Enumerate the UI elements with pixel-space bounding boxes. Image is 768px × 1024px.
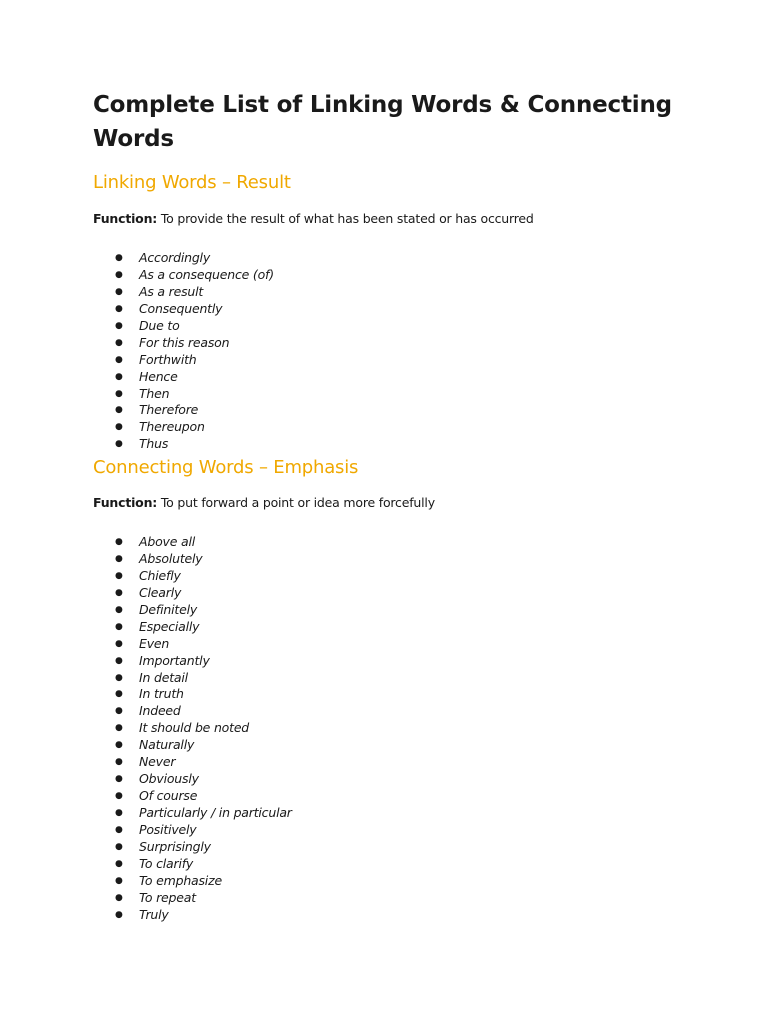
list-item xyxy=(93,419,274,436)
bullet-icon: ● xyxy=(115,303,123,314)
document-title: Complete List of Linking Words & Connecting Words xyxy=(93,92,672,152)
list-item xyxy=(93,720,292,737)
function-label: Function: xyxy=(93,211,158,226)
list-item-text: Forthwith xyxy=(139,351,197,367)
list-item xyxy=(93,788,292,805)
list-item-text: Absolutely xyxy=(139,550,203,566)
bullet-icon: ● xyxy=(115,570,123,581)
list-item xyxy=(93,636,292,653)
bullet-icon: ● xyxy=(115,405,123,416)
bullet-icon: ● xyxy=(115,422,123,433)
section-heading-emphasis: Connecting Words – Emphasis xyxy=(93,457,359,478)
bullet-icon: ● xyxy=(115,604,123,615)
list-item-text: Chiefly xyxy=(139,567,181,583)
list-item xyxy=(93,284,274,301)
list-item-text: To clarify xyxy=(139,855,194,871)
list-item-text: Importantly xyxy=(139,652,210,668)
list-item-text: Obviously xyxy=(139,771,199,787)
bullet-icon: ● xyxy=(115,892,123,903)
function-label: Function: xyxy=(93,495,158,510)
function-text: To put forward a point or idea more forcefully xyxy=(157,495,435,510)
function-line-result xyxy=(93,210,534,228)
bullet-icon: ● xyxy=(115,841,123,852)
list-item-text: As a result xyxy=(139,283,204,299)
list-item xyxy=(93,686,292,703)
bullet-icon: ● xyxy=(115,672,123,683)
list-item xyxy=(93,318,274,335)
list-item-text: Consequently xyxy=(139,300,223,316)
list-item xyxy=(93,873,292,890)
bullet-icon: ● xyxy=(115,337,123,348)
function-line-emphasis xyxy=(93,494,435,512)
list-item xyxy=(93,551,292,568)
bullet-icon: ● xyxy=(115,553,123,564)
function-text: To provide the result of what has been stated or has occurred xyxy=(157,211,534,226)
list-item xyxy=(93,907,292,924)
bullet-icon: ● xyxy=(115,774,123,785)
list-item xyxy=(93,839,292,856)
bullet-icon: ● xyxy=(115,269,123,280)
result-word-list xyxy=(93,250,274,453)
list-item xyxy=(93,585,292,602)
bullet-icon: ● xyxy=(115,858,123,869)
list-item-text: Indeed xyxy=(139,703,181,719)
list-item xyxy=(93,534,292,551)
list-item-text: Even xyxy=(139,635,170,651)
list-item-text: To emphasize xyxy=(139,872,222,888)
list-item-text: As a consequence (of) xyxy=(139,266,274,282)
bullet-icon: ● xyxy=(115,655,123,666)
list-item-text: It should be noted xyxy=(139,720,250,736)
list-item-text: Definitely xyxy=(139,601,198,617)
list-item xyxy=(93,369,274,386)
list-item-text: Positively xyxy=(139,821,197,837)
bullet-icon: ● xyxy=(115,439,123,450)
list-item xyxy=(93,670,292,687)
list-item xyxy=(93,267,274,284)
list-item xyxy=(93,890,292,907)
bullet-icon: ● xyxy=(115,537,123,547)
list-item-text: Never xyxy=(139,754,176,770)
list-item-text: Accordingly xyxy=(139,250,211,265)
list-item-text: For this reason xyxy=(139,334,230,350)
list-item-text: Thereupon xyxy=(139,419,205,435)
bullet-icon: ● xyxy=(115,723,123,734)
list-item xyxy=(93,805,292,822)
bullet-icon: ● xyxy=(115,371,123,382)
list-item xyxy=(93,568,292,585)
list-item-text: Clearly xyxy=(139,584,182,600)
list-item xyxy=(93,335,274,352)
list-item xyxy=(93,754,292,771)
list-item-text: Then xyxy=(139,385,170,401)
list-item-text: Particularly / in particular xyxy=(139,805,292,820)
bullet-icon: ● xyxy=(115,253,123,263)
bullet-icon: ● xyxy=(115,757,123,768)
list-item-text: In truth xyxy=(139,686,184,702)
list-item xyxy=(93,301,274,318)
bullet-icon: ● xyxy=(115,875,123,886)
bullet-icon: ● xyxy=(115,909,123,920)
list-item xyxy=(93,402,274,419)
bullet-icon: ● xyxy=(115,689,123,700)
list-item-text: Hence xyxy=(139,368,178,384)
list-item xyxy=(93,703,292,720)
list-item-text: Therefore xyxy=(139,402,199,418)
list-item xyxy=(93,386,274,403)
bullet-icon: ● xyxy=(115,621,123,632)
list-item xyxy=(93,737,292,754)
list-item-text: Of course xyxy=(139,788,198,804)
list-item-text: To repeat xyxy=(139,889,196,905)
list-item-text: Naturally xyxy=(139,737,195,753)
emphasis-word-list xyxy=(93,534,292,924)
bullet-icon: ● xyxy=(115,388,123,399)
bullet-icon: ● xyxy=(115,587,123,598)
list-item xyxy=(93,619,292,636)
list-item-text: Above all xyxy=(139,534,196,549)
list-item xyxy=(93,352,274,369)
section-heading-result: Linking Words – Result xyxy=(93,172,291,193)
list-item-text: Truly xyxy=(139,906,169,922)
bullet-icon: ● xyxy=(115,286,123,297)
list-item-text: In detail xyxy=(139,669,188,685)
list-item-text: Especially xyxy=(139,618,200,634)
list-item xyxy=(93,436,274,453)
list-item xyxy=(93,602,292,619)
bullet-icon: ● xyxy=(115,808,123,818)
bullet-icon: ● xyxy=(115,791,123,802)
list-item xyxy=(93,771,292,788)
list-item xyxy=(93,822,292,839)
list-item-text: Surprisingly xyxy=(139,838,211,854)
bullet-icon: ● xyxy=(115,320,123,331)
list-item xyxy=(93,653,292,670)
bullet-icon: ● xyxy=(115,740,123,751)
list-item xyxy=(93,856,292,873)
bullet-icon: ● xyxy=(115,706,123,717)
list-item xyxy=(93,250,274,267)
bullet-icon: ● xyxy=(115,638,123,649)
list-item-text: Due to xyxy=(139,317,180,333)
bullet-icon: ● xyxy=(115,824,123,835)
bullet-icon: ● xyxy=(115,354,123,365)
list-item-text: Thus xyxy=(139,436,169,452)
